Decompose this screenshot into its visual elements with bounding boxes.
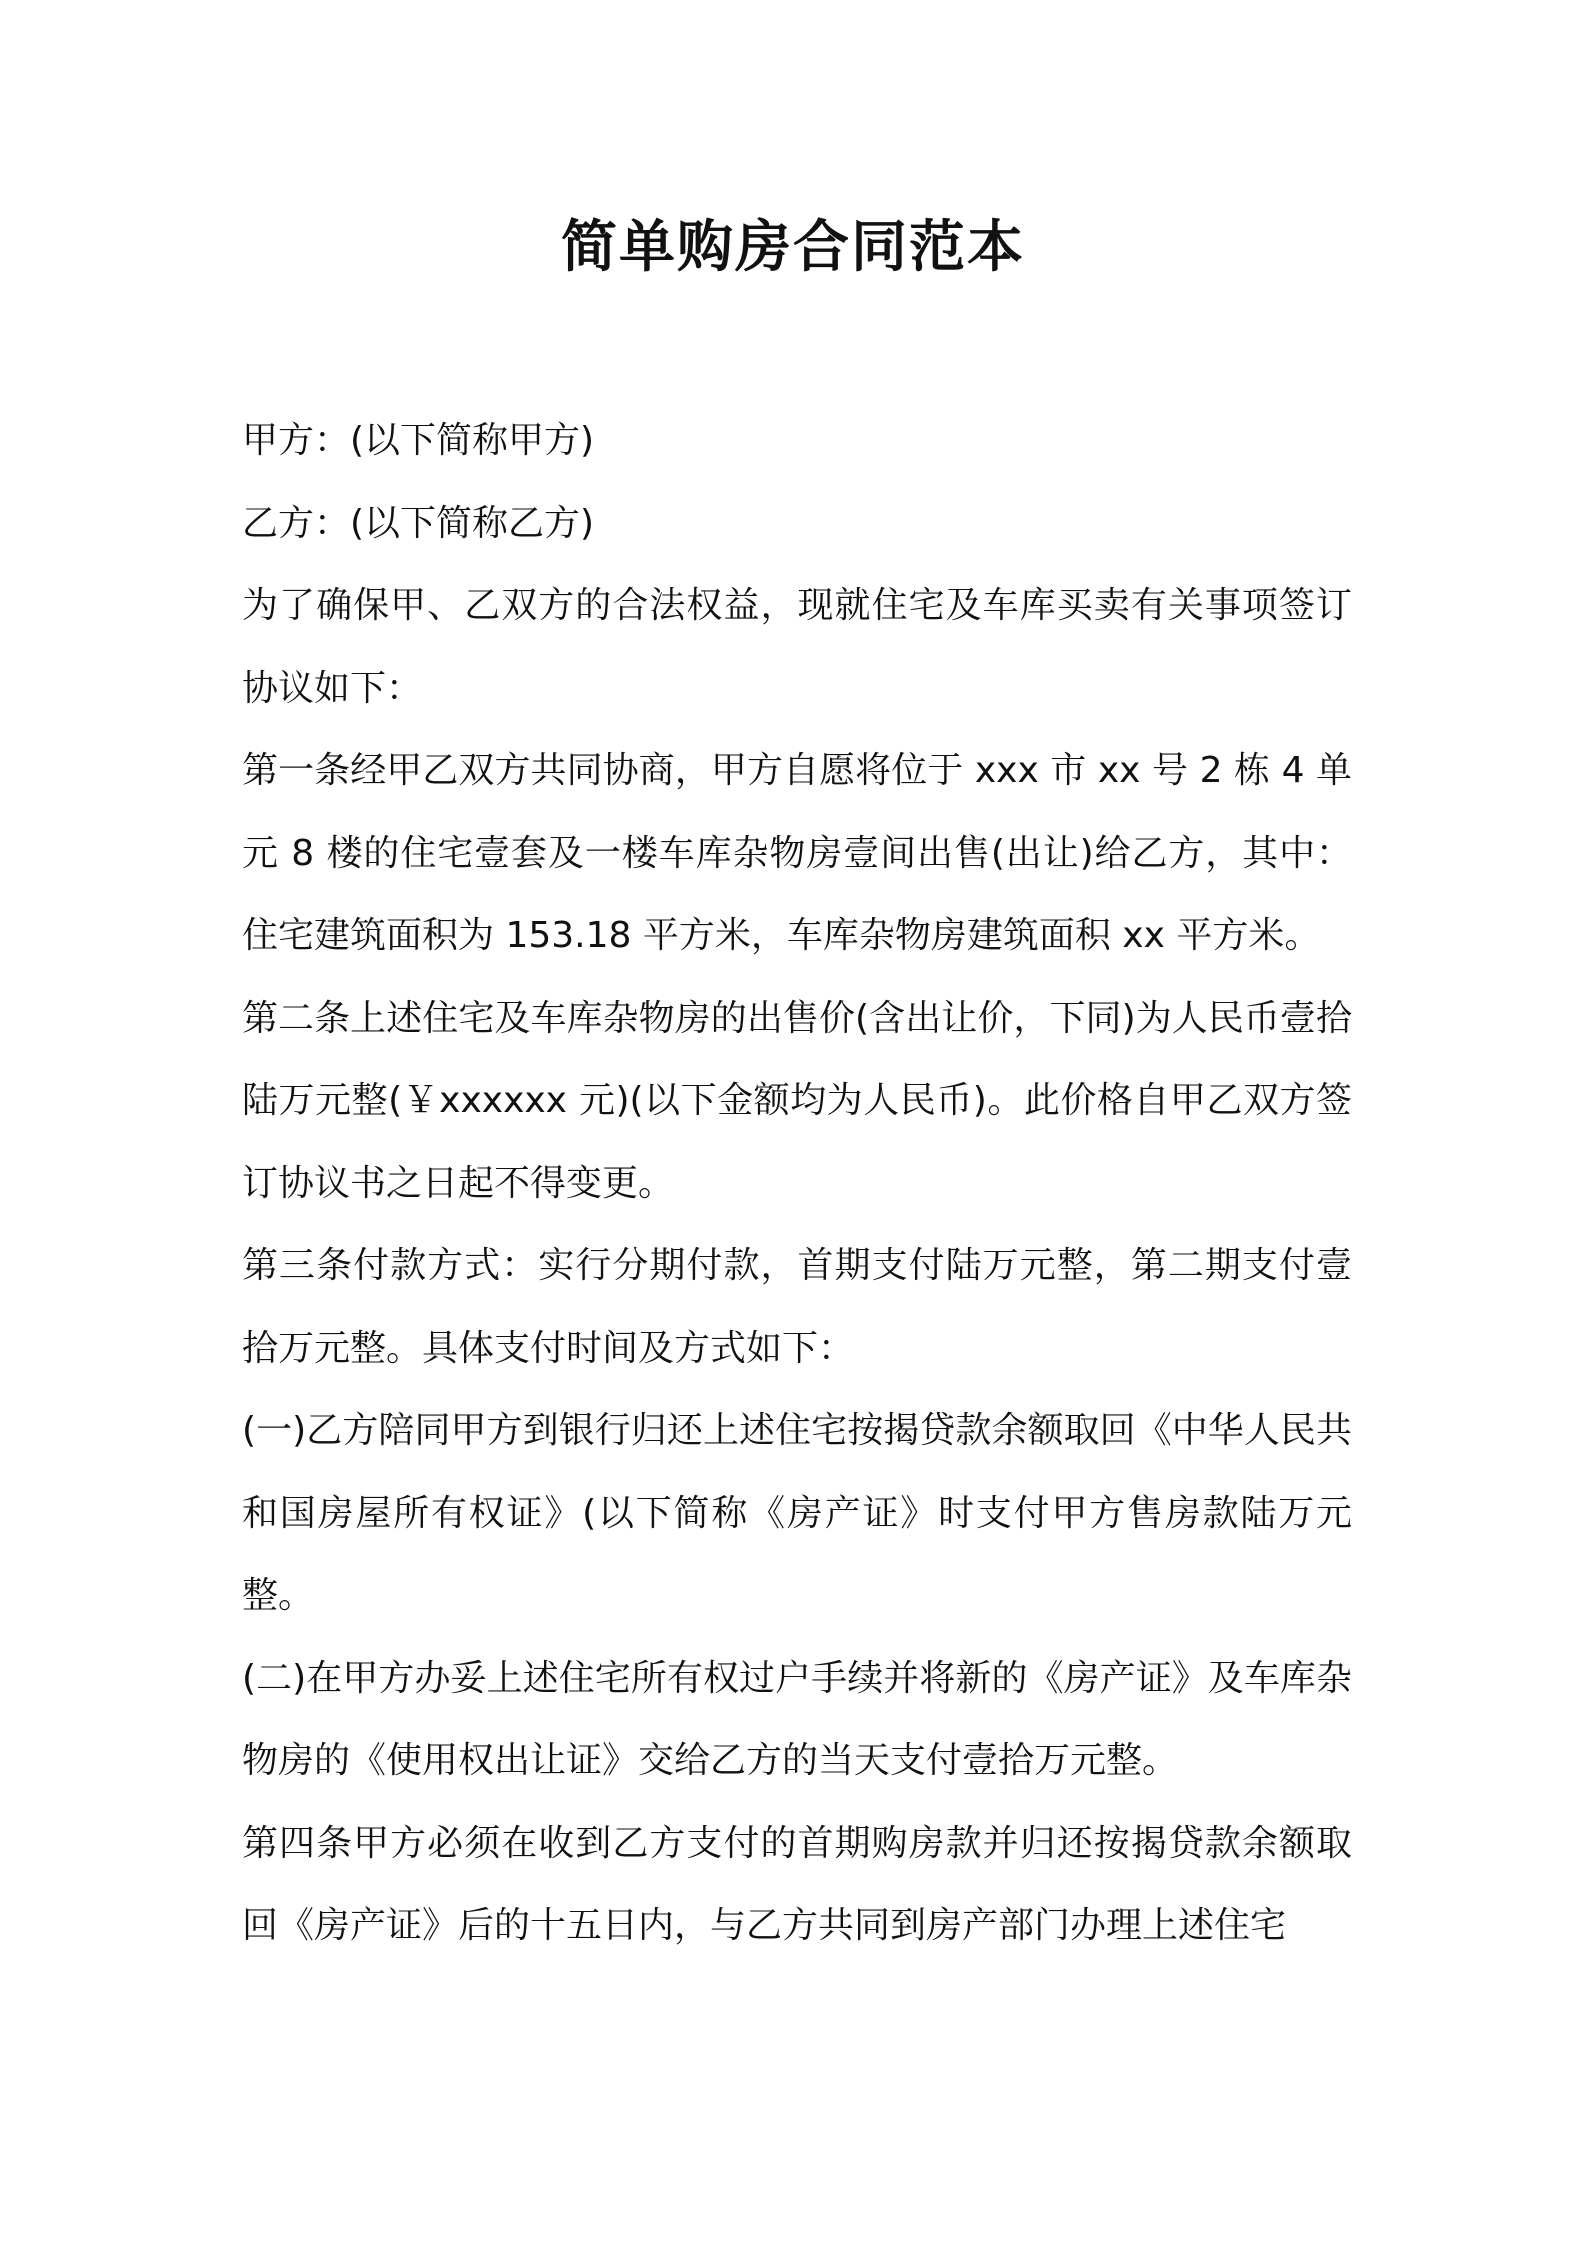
article-3-item-1-paragraph: (一)乙方陪同甲方到银行归还上述住宅按揭贷款余额取回《中华人民共和国房屋所有权证》(以下简称《房产证》时支付甲方售房款陆万元整。	[242, 1410, 1352, 1616]
preamble-paragraph: 为了确保甲、乙双方的合法权益，现就住宅及车库买卖有关事项签订协议如下：	[242, 585, 1352, 709]
article-3-item-2-paragraph: (二)在甲方办妥上述住宅所有权过户手续并将新的《房产证》及车库杂物房的《使用权出让证》交给乙方的当天支付壹拾万元整。	[242, 1657, 1352, 1781]
document-title: 简单购房合同范本	[561, 215, 1025, 280]
party-b-line: 乙方：(以下简称乙方)	[242, 502, 595, 544]
document-body	[242, 400, 1352, 1968]
party-a-line: 甲方：(以下简称甲方)	[242, 420, 595, 461]
article-3-paragraph: 第三条付款方式：实行分期付款，首期支付陆万元整，第二期支付壹拾万元整。具体支付时间及方式如下：	[242, 1245, 1352, 1369]
article-1-paragraph: 第一条经甲乙双方共同协商，甲方自愿将位于 xxx 市 xx 号 2 栋 4 单元 8 楼的住宅壹套及一楼车库杂物房壹间出售(出让)给乙方，其中：住宅建筑面积为 153.18 平方米，车库杂物房建筑面积 xx 平方米。	[242, 750, 1352, 956]
article-2-paragraph: 第二条上述住宅及车库杂物房的出售价(含出让价，下同)为人民币壹拾陆万元整(￥xxxxxx 元)(以下金额均为人民币)。此价格自甲乙双方签订协议书之日起不得变更。	[242, 997, 1352, 1204]
article-4-paragraph: 第四条甲方必须在收到乙方支付的首期购房款并归还按揭贷款余额取回《房产证》后的十五日内，与乙方共同到房产部门办理上述住宅	[242, 1822, 1352, 1946]
